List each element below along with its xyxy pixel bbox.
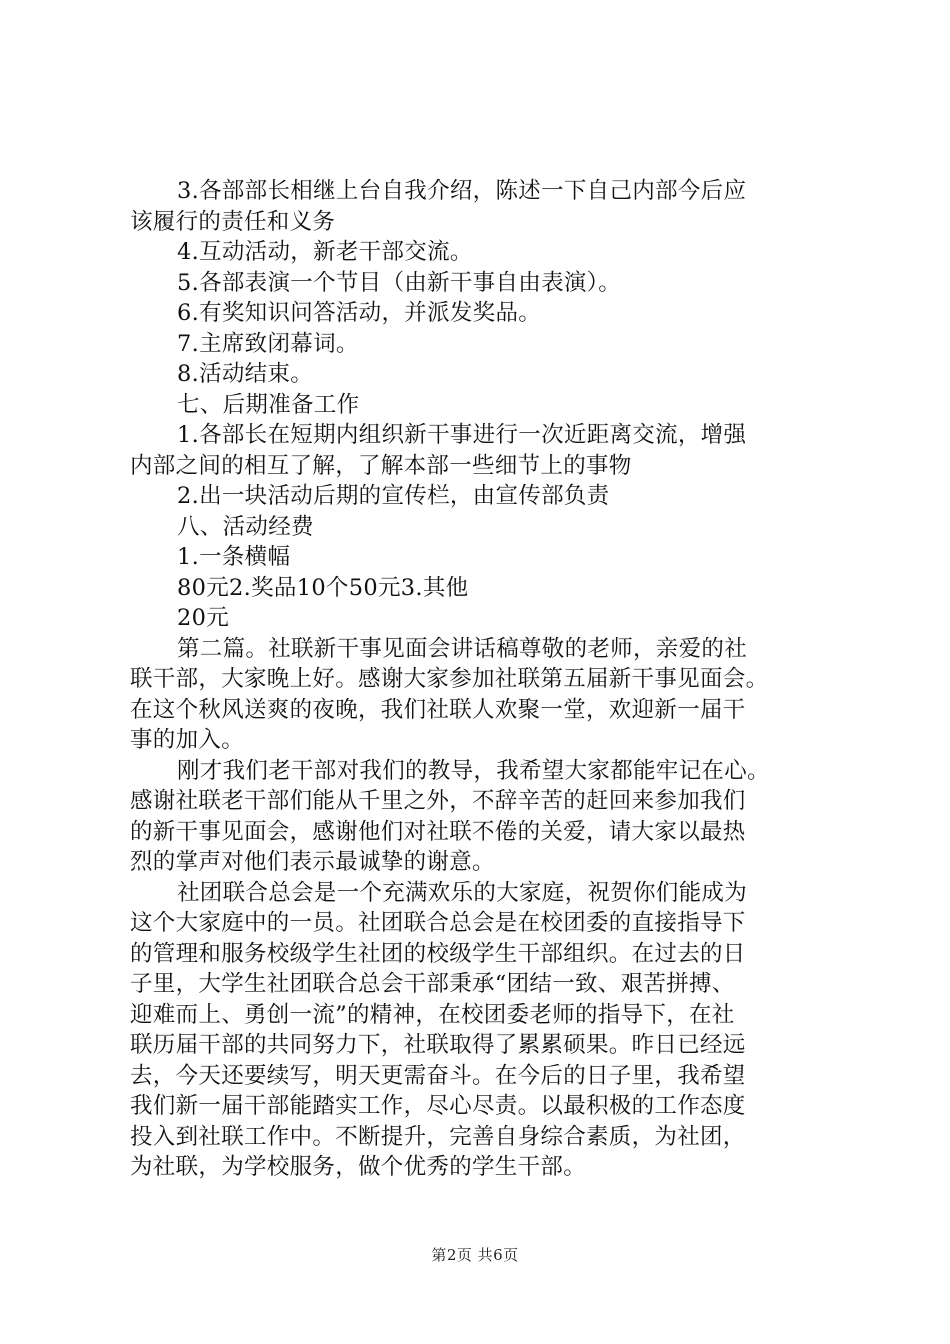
text-line: 去，今天还要续写，明天更需奋斗。在今后的日子里，我希望 bbox=[130, 1062, 746, 1089]
text-line: 为社联，为学校服务，做个优秀的学生干部。 bbox=[130, 1154, 587, 1180]
text-line: 2.出一块活动后期的宣传栏，由宣传部负责 bbox=[177, 483, 610, 509]
text-line: 3.各部部长相继上台自我介绍，陈述一下自己内部今后应 bbox=[177, 178, 747, 204]
text-line: 迎难而上、勇创一流”的精神，在校团委老师的指导下，在社 bbox=[130, 1001, 735, 1028]
text-line: 社团联合总会是一个充满欢乐的大家庭，祝贺你们能成为 bbox=[177, 879, 748, 906]
text-line: 我们新一届干部能踏实工作，尽心尽责。以最积极的工作态度 bbox=[130, 1093, 746, 1119]
text-line: 的管理和服务校级学生社团的校级学生干部组织。在过去的日 bbox=[130, 940, 746, 967]
text-line: 烈的掌声对他们表示最诚挚的谢意。 bbox=[130, 849, 495, 875]
text-line: 5.各部表演一个节目（由新干事自由表演）。 bbox=[177, 269, 622, 296]
text-line: 八、活动经费 bbox=[177, 513, 314, 540]
text-line: 内部之间的相互了解，了解本部一些细节上的事物 bbox=[130, 452, 632, 479]
text-line: 感谢社联老干部们能从千里之外，不辞辛苦的赶回来参加我们 bbox=[130, 788, 746, 814]
text-line: 8.活动结束。 bbox=[177, 361, 314, 387]
text-line: 投入到社联工作中。不断提升，完善自身综合素质，为社团， bbox=[130, 1123, 746, 1150]
text-line: 6.有奖知识问答活动，并派发奖品。 bbox=[177, 300, 542, 326]
text-line: 该履行的责任和义务 bbox=[130, 208, 336, 235]
text-line: 子里，大学生社团联合总会干部秉承“团结一致、艰苦拼搏、 bbox=[130, 971, 735, 997]
text-line: 联干部，大家晚上好。感谢大家参加社联第五届新干事见面会。 bbox=[130, 666, 769, 692]
text-line: 事的加入。 bbox=[130, 727, 245, 753]
text-line: 的新干事见面会，感谢他们对社联不倦的关爱，请大家以最热 bbox=[130, 818, 746, 845]
text-line: 联历届干部的共同努力下，社联取得了累累硕果。昨日已经远 bbox=[130, 1032, 746, 1058]
text-line: 1.一条横幅 bbox=[177, 544, 291, 570]
document-body bbox=[130, 176, 840, 1183]
text-line: 这个大家庭中的一员。社团联合总会是在校团委的直接指导下 bbox=[130, 910, 746, 936]
text-line: 在这个秋风送爽的夜晚，我们社联人欢聚一堂，欢迎新一届干 bbox=[130, 696, 746, 723]
text-line: 20元 bbox=[177, 605, 230, 631]
text-line: 4.互动活动，新老干部交流。 bbox=[177, 239, 473, 265]
text-line: 七、后期准备工作 bbox=[177, 391, 360, 418]
text-line: 第二篇。社联新干事见面会讲话稿尊敬的老师，亲爱的社 bbox=[177, 635, 748, 662]
page-footer: 第2页 共6页 bbox=[431, 1246, 519, 1264]
text-line: 80元2.奖品10个50元3.其他 bbox=[177, 574, 469, 601]
text-line: 刚才我们老干部对我们的教导，我希望大家都能牢记在心。 bbox=[177, 757, 770, 784]
text-line: 1.各部长在短期内组织新干事进行一次近距离交流，增强 bbox=[177, 422, 747, 448]
text-line: 7.主席致闭幕词。 bbox=[177, 330, 359, 357]
